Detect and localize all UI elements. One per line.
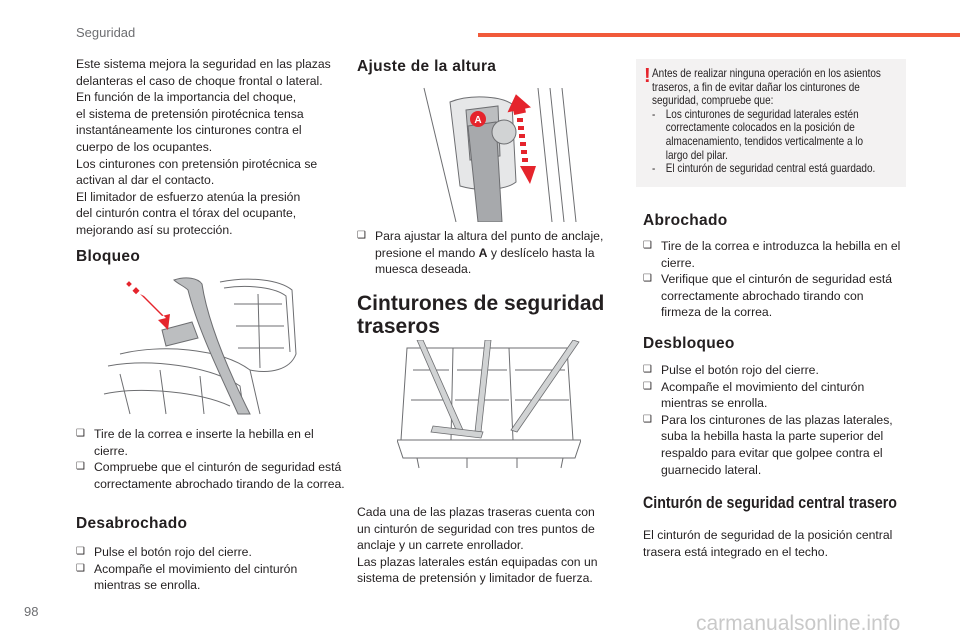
- abrochado-list: [643, 238, 903, 321]
- list-item: ❑ Compruebe que el cinturón de seguridad está correctamente abrochado tirando de la correa.: [76, 460, 345, 491]
- list-item: ❑ Para los cinturones de las plazas laterales, suba la hebilla hasta la parte superior del respaldo para evitar que golpee contra el guarnecido lateral.: [643, 412, 893, 477]
- desbloqueo-heading: Desbloqueo: [643, 335, 735, 352]
- ajuste-heading: Ajuste de la altura: [357, 58, 497, 75]
- abrochado-heading: Abrochado: [643, 212, 728, 229]
- text-line: El limitador de esfuerzo atenúa la presión: [76, 189, 301, 204]
- traseros-heading: Cinturones de seguridad traseros: [357, 292, 605, 338]
- desabrochado-heading: Desabrochado: [76, 515, 188, 532]
- text-line: anclaje y un carrete enrollador.: [357, 538, 524, 553]
- warning-sub-item: - El cinturón de seguridad central está guardado.: [652, 162, 876, 176]
- text-line: activan al dar el contacto.: [76, 173, 215, 188]
- text-line: instantáneamente los cinturones contra el: [76, 123, 302, 138]
- text-line: El cinturón de seguridad de la posición central: [643, 528, 893, 542]
- warning-box: [636, 59, 906, 187]
- text-line: Las plazas laterales están equipadas con un: [357, 554, 598, 569]
- traseros-paragraph: [357, 504, 607, 587]
- label-a: A: [474, 115, 482, 126]
- warning-sub-item: - Los cinturones de seguridad laterales estén correctamente colocados en la posición de almacenamiento, tendidos verticalmente a lo largo del pilar.: [652, 107, 864, 162]
- text-line: Cada una de las plazas traseras cuenta con: [357, 505, 595, 519]
- text-line: sistema de pretensión y limitador de fuerza.: [357, 571, 593, 586]
- list-item: ❑ Acompañe el movimiento del cinturón mientras se enrolla.: [76, 561, 298, 593]
- list-item: ❑ Tire de la correa e inserte la hebilla en el cierre.: [76, 427, 314, 458]
- text-line: Los cinturones con pretensión pirotécnica se: [76, 156, 318, 171]
- list-item: ❑ Pulse el botón rojo del cierre.: [643, 363, 819, 377]
- central-paragraph: [643, 527, 905, 560]
- text-line: En función de la importancia del choque,: [76, 90, 297, 105]
- text-line: del cinturón contra el tórax del ocupante,: [76, 206, 297, 221]
- section-title: Seguridad: [76, 25, 136, 40]
- section-accent-bar: [478, 33, 960, 37]
- intro-paragraph: [76, 56, 346, 239]
- ajuste-illustration: [420, 86, 580, 222]
- desabrochado-list: [76, 544, 346, 594]
- warning-icon: !: [644, 65, 651, 87]
- bloqueo-heading: Bloqueo: [76, 248, 141, 265]
- ajuste-list: [357, 228, 607, 278]
- text-line: trasera está integrado en el techo.: [643, 544, 828, 559]
- text-line: delanteras el caso de choque frontal o lateral.: [76, 73, 323, 88]
- list-item: ❑ Verifique que el cinturón de seguridad está correctamente abrochado tirando con firmeza de la correa.: [643, 272, 893, 320]
- text-line: mejorando así su protección.: [76, 222, 233, 237]
- watermark: carmanualsonline.info: [696, 612, 901, 635]
- page-number: 98: [24, 604, 39, 619]
- list-item: ❑ Acompañe el movimiento del cinturón mientras se enrolla.: [643, 379, 865, 411]
- warning-text: Antes de realizar ninguna operación en los asientos traseros, a fin de evitar dañar los cinturones de seguridad, compruebe que: - Los cinturones de seguridad laterales estén correctamente colocados en la posición de almacenamiento, tendidos verticalmente a lo largo del pilar. - El cinturón de seguridad central está guardado.: [652, 67, 895, 176]
- text-line: cuerpo de los ocupantes.: [76, 139, 213, 154]
- text-line: un cinturón de seguridad con tres puntos de: [357, 521, 595, 536]
- desbloqueo-list: [643, 362, 905, 478]
- list-item: ❑ Tire de la correa e introduzca la hebilla en el cierre.: [643, 239, 901, 270]
- bloqueo-illustration: [100, 274, 300, 419]
- traseros-illustration: [397, 340, 581, 470]
- text-line: el sistema de pretensión pirotécnica tensa: [76, 106, 304, 121]
- bloqueo-list: [76, 426, 346, 492]
- text-line: Este sistema mejora la seguridad en las plazas: [76, 57, 331, 71]
- list-item: ❑ Pulse el botón rojo del cierre.: [76, 545, 252, 559]
- central-heading: Cinturón de seguridad central trasero: [643, 494, 897, 512]
- list-item: ❑ Para ajustar la altura del punto de anclaje, presione el mando A y deslícelo hasta la muesca deseada.: [357, 229, 604, 277]
